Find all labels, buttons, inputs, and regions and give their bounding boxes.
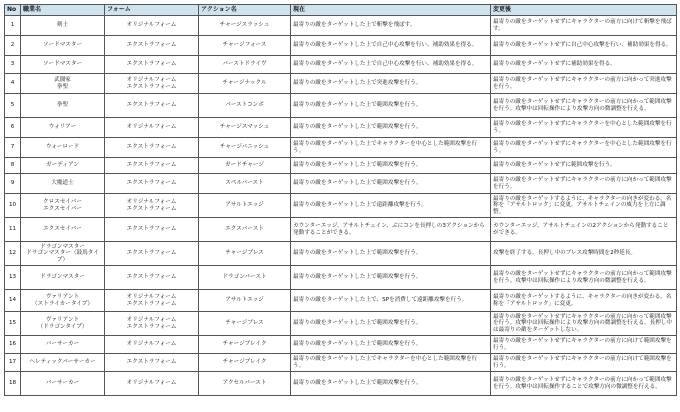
cell-action-text: チャージブレス — [225, 250, 264, 257]
cell-job-text: クロスセイバー エクスセイバー — [43, 198, 82, 212]
cell-action-text: チャージブレイク — [222, 359, 267, 366]
cell-job — [21, 94, 105, 118]
cell-changed-text: 最寄りの敵をターゲットせずにキャラクターの前方に向かって範囲攻撃を行う。 — [493, 176, 672, 190]
cell-action-text: チャージバニッシュ — [219, 144, 270, 151]
cell-no-text: 15 — [8, 320, 17, 327]
cell-job — [21, 354, 105, 372]
cell-action — [199, 194, 291, 218]
cell-action — [199, 118, 291, 138]
cell-no-text: 18 — [8, 380, 17, 387]
cell-form-text: エクストラフォーム — [126, 42, 177, 49]
cell-current — [291, 266, 491, 290]
cell-form-text: オリジナルフォーム エクストラフォーム — [126, 76, 177, 90]
cell-form — [105, 74, 199, 94]
cell-job — [21, 138, 105, 158]
cell-job-text: ヴァリアント （ストライカータイプ） — [32, 293, 93, 307]
cell-current-text: 最寄りの敵をターゲットした上で自己中心攻撃を行い、補助効果を得る。 — [293, 42, 478, 49]
cell-changed — [491, 266, 677, 290]
cell-current-text: 最寄りの敵をターゲットした上で範囲攻撃を行う。 — [293, 274, 422, 281]
cell-changed-text: 最寄りの敵をターゲットするように、キャラクターの向きが変わる。名称を「アサルトロック」に変更。 — [493, 293, 672, 307]
cell-changed — [491, 218, 677, 242]
cell-form — [105, 266, 199, 290]
cell-no-text: 17 — [8, 359, 17, 366]
cell-action — [199, 74, 291, 94]
cell-changed-text: 最寄りの敵をターゲットせずにキャラクターの前方に向かって範囲攻撃を行う。攻撃中は回転操作することで攻撃方向の微調整を行える。 — [493, 376, 672, 390]
cell-form — [105, 16, 199, 36]
cell-form-text: オリジナルフォーム — [126, 22, 177, 29]
header-changed: 変更後 — [491, 5, 677, 16]
cell-current-text: 最寄りの敵をターゲットした上で遠距離攻撃を行う。 — [293, 202, 428, 209]
cell-current — [291, 118, 491, 138]
cell-job-text: ガーディアン — [46, 162, 79, 169]
table-row — [5, 354, 677, 372]
cell-no — [5, 56, 21, 74]
table-row — [5, 336, 677, 354]
cell-no — [5, 242, 21, 266]
cell-form — [105, 354, 199, 372]
cell-no — [5, 118, 21, 138]
table-row — [5, 290, 677, 312]
table-row — [5, 218, 677, 242]
cell-no-text: 12 — [8, 250, 17, 257]
cell-current-text: 最寄りの敵をターゲットした上で斬撃を飛ばす。 — [293, 22, 416, 29]
cell-action — [199, 290, 291, 312]
table-row — [5, 174, 677, 194]
cell-job — [21, 218, 105, 242]
cell-current-text: 最寄りの敵をターゲットした上で範囲攻撃を行う。 — [293, 250, 422, 257]
cell-current-text: 最寄りの敵をターゲットした上で範囲攻撃を行う。 — [293, 124, 422, 131]
cell-job — [21, 266, 105, 290]
cell-changed-text: 最寄りの敵をターゲットせずにキャラクターの前方に向かって範囲攻撃を行う。攻撃中は回転操作により攻撃方向の微調整を行える。長押し中は最寄りの敵をターゲットしない。 — [493, 313, 673, 333]
cell-form-text: エクストラフォーム — [126, 162, 177, 169]
cell-form-text: オリジナルフォーム エクストラフォーム — [126, 293, 177, 307]
cell-job — [21, 56, 105, 74]
cell-changed — [491, 336, 677, 354]
cell-job — [21, 118, 105, 138]
cell-changed — [491, 290, 677, 312]
table-row — [5, 266, 677, 290]
cell-current-text: 最寄りの敵をターゲットした上で範囲攻撃を行う。 — [293, 162, 422, 169]
cell-form — [105, 336, 199, 354]
cell-no-text: 4 — [10, 80, 15, 87]
cell-job — [21, 174, 105, 194]
cell-job — [21, 194, 105, 218]
header-current: 現在 — [291, 5, 491, 16]
cell-job-text: 拳聖 — [56, 102, 69, 109]
cell-current — [291, 218, 491, 242]
cell-no-text: 14 — [8, 297, 17, 304]
cell-job — [21, 74, 105, 94]
cell-action — [199, 266, 291, 290]
cell-job-text: ウォーロード — [45, 144, 80, 151]
cell-job-text: ソードマスター — [42, 42, 83, 49]
cell-action — [199, 354, 291, 372]
cell-job-text: ドラゴンマスター — [40, 274, 85, 281]
cell-changed — [491, 158, 677, 174]
cell-no-text: 2 — [10, 42, 15, 49]
cell-current-text: 最寄りの敵をターゲットした上で範囲攻撃を行う。 — [293, 102, 422, 109]
cell-action — [199, 312, 291, 336]
cell-job-text: ヘレティックバーサーカー — [29, 359, 96, 366]
cell-no — [5, 36, 21, 56]
cell-current-text: カウンターエッジ、アサルトチェイン、ぶにコンを長押しの3アクションから発動することができる。 — [293, 222, 485, 236]
cell-job-text: ソードマスター — [42, 61, 83, 68]
cell-current-text: 最寄りの敵をターゲットした上で突進攻撃を行う。 — [293, 80, 422, 87]
cell-action — [199, 36, 291, 56]
cell-current-text: 最寄りの敵をターゲットした上で範囲攻撃を行う。 — [293, 180, 422, 187]
cell-job — [21, 290, 105, 312]
cell-form — [105, 118, 199, 138]
cell-changed — [491, 118, 677, 138]
cell-job — [21, 158, 105, 174]
cell-action — [199, 56, 291, 74]
cell-no-text: 7 — [10, 144, 15, 151]
cell-current-text: 最寄りの敵をターゲットした上で範囲攻撃を行う。 — [293, 320, 422, 327]
table-body — [5, 16, 677, 396]
cell-no-text: 6 — [10, 124, 15, 131]
cell-action — [199, 16, 291, 36]
cell-no — [5, 266, 21, 290]
cell-no-text: 1 — [10, 22, 15, 29]
cell-no-text: 13 — [8, 274, 17, 281]
cell-changed — [491, 242, 677, 266]
cell-current — [291, 354, 491, 372]
cell-action-text: チャージスマッシュ — [219, 124, 270, 131]
cell-current-text: 最寄りの敵をターゲットした上でキャラクターを中心とした範囲攻撃を行う。 — [293, 355, 478, 369]
cell-form — [105, 158, 199, 174]
cell-changed — [491, 312, 677, 336]
cell-changed-text: 最寄りの敵をターゲットせずにキャラクターを中心とした範囲攻撃を行う。 — [493, 140, 672, 154]
cell-changed — [491, 174, 677, 194]
cell-job-text: エクスセイバー — [43, 226, 82, 233]
header-row — [5, 5, 677, 16]
cell-form-text: エクストラフォーム — [126, 250, 177, 257]
header-no: No — [5, 5, 21, 16]
table-row — [5, 36, 677, 56]
cell-changed-text: 最寄りの敵をターゲットするように、キャラクターの向きが変わる。名称を「アサルトロック」に変更。アサルトチェインの威力を上方に調整。 — [493, 195, 672, 215]
cell-no-text: 11 — [8, 226, 17, 233]
cell-no-text: 9 — [10, 180, 15, 187]
cell-job — [21, 36, 105, 56]
table-row — [5, 56, 677, 74]
cell-no-text: 10 — [8, 202, 17, 209]
header-job: 職業名 — [21, 5, 105, 16]
cell-action-text: アサルトエッジ — [225, 297, 264, 304]
cell-current — [291, 174, 491, 194]
table-row — [5, 16, 677, 36]
cell-action-text: チャージスラッシュ — [219, 22, 270, 29]
cell-action — [199, 158, 291, 174]
cell-changed — [491, 36, 677, 56]
cell-no-text: 3 — [10, 61, 15, 68]
cell-job-text: ウォリアー — [48, 124, 77, 131]
cell-current — [291, 36, 491, 56]
cell-current — [291, 158, 491, 174]
cell-action-text: チャージフォース — [222, 42, 267, 49]
table-row — [5, 194, 677, 218]
cell-changed-text: 最寄りの敵をターゲットせずに自己中心攻撃を行い、補助効果を得る。 — [493, 42, 672, 49]
cell-changed-text: 攻撃を終了する。長押し中のブレス攻撃時間を2秒延長。 — [493, 250, 637, 257]
table-row — [5, 158, 677, 174]
cell-changed — [491, 194, 677, 218]
cell-current — [291, 74, 491, 94]
cell-job-text: 大魔道士 — [51, 180, 74, 187]
cell-action-text: ガードチャージ — [225, 162, 264, 169]
cell-form-text: オリジナルフォーム — [126, 341, 177, 348]
cell-no — [5, 74, 21, 94]
cell-action-text: チャージブレイク — [222, 341, 267, 348]
cell-changed — [491, 372, 677, 396]
cell-no — [5, 336, 21, 354]
cell-action-text: チャージナックル — [222, 80, 267, 87]
table-row — [5, 94, 677, 118]
cell-form — [105, 194, 199, 218]
cell-action-text: アサルトエッジ — [225, 202, 264, 209]
cell-no — [5, 138, 21, 158]
cell-no — [5, 372, 21, 396]
cell-form-text: エクストラフォーム — [126, 359, 177, 366]
cell-job — [21, 312, 105, 336]
cell-current — [291, 94, 491, 118]
cell-current — [291, 290, 491, 312]
cell-changed — [491, 74, 677, 94]
cell-form-text: エクストラフォーム — [126, 274, 177, 281]
cell-form-text: オリジナルフォーム — [126, 380, 177, 387]
cell-action-text: バーストコンボ — [225, 102, 264, 109]
cell-current — [291, 194, 491, 218]
cell-current-text: 最寄りの敵をターゲットした上で範囲攻撃を行う。 — [293, 341, 422, 348]
header-action: アクション名 — [199, 5, 291, 16]
cell-action — [199, 372, 291, 396]
cell-action-text: チャージブレス — [225, 320, 264, 327]
cell-job-text: バーサーカー — [45, 341, 80, 348]
cell-no — [5, 290, 21, 312]
cell-job-text: 剣士 — [56, 22, 69, 29]
cell-form-text: オリジナルフォーム エクストラフォーム — [126, 198, 177, 212]
cell-form — [105, 218, 199, 242]
cell-current — [291, 336, 491, 354]
table-row — [5, 118, 677, 138]
table-row — [5, 312, 677, 336]
cell-changed — [491, 56, 677, 74]
cell-form-text: オリジナルフォーム エクストラフォーム — [126, 316, 177, 330]
cell-changed-text: 最寄りの敵をターゲットせずにキャラクターの前方に向けて範囲攻撃を行う。 — [493, 355, 672, 369]
cell-form-text: エクストラフォーム — [126, 144, 177, 151]
cell-no — [5, 174, 21, 194]
cell-current — [291, 312, 491, 336]
cell-action — [199, 174, 291, 194]
cell-action-text: スペルバースト — [225, 180, 264, 187]
cell-changed-text: 最寄りの敵をターゲットせずにキャラクターの前方に向けて範囲攻撃を行う。 — [493, 337, 672, 351]
cell-no-text: 5 — [10, 102, 15, 109]
cell-form — [105, 138, 199, 158]
cell-changed-text: カウンターエッジ、アサルトチェインの2アクションから発動することができる。 — [493, 222, 669, 236]
cell-no — [5, 158, 21, 174]
cell-action-text: エクスバースト — [225, 226, 264, 233]
cell-action — [199, 94, 291, 118]
cell-current — [291, 56, 491, 74]
cell-form-text: エクストラフォーム — [126, 102, 177, 109]
cell-form — [105, 56, 199, 74]
cell-current — [291, 16, 491, 36]
cell-no — [5, 218, 21, 242]
cell-job — [21, 242, 105, 266]
cell-changed — [491, 354, 677, 372]
cell-current — [291, 372, 491, 396]
cell-action — [199, 242, 291, 266]
cell-action — [199, 218, 291, 242]
cell-changed — [491, 16, 677, 36]
cell-no — [5, 194, 21, 218]
cell-job — [21, 16, 105, 36]
cell-action — [199, 138, 291, 158]
cell-action — [199, 336, 291, 354]
cell-no — [5, 354, 21, 372]
cell-no — [5, 94, 21, 118]
cell-changed-text: 最寄りの敵をターゲットせずにキャラクターの前方に向かって範囲攻撃を行う。攻撃中は回転操作により攻撃方向の微調整を行える。 — [493, 98, 672, 112]
cell-changed-text: 最寄りの敵をターゲットせずに補助効果を得る。 — [493, 61, 616, 68]
cell-form — [105, 94, 199, 118]
cell-form — [105, 372, 199, 396]
cell-job-text: ドラゴンマスター ドラゴンマスター（鼓馬タイプ） — [26, 243, 99, 263]
cell-changed-text: 最寄りの敵をターゲットせずにキャラクターの前方に向かって範囲攻撃を行う。攻撃中は回転操作により攻撃方向の微調整を行える。 — [493, 270, 672, 284]
cell-form — [105, 174, 199, 194]
change-list-table — [4, 4, 677, 396]
table-row — [5, 242, 677, 266]
cell-no-text: 16 — [8, 341, 17, 348]
cell-action-text: バーストドライヴ — [222, 61, 267, 68]
cell-current-text: 最寄りの敵をターゲットした上で自己中心攻撃を行い、補助効果を得る。 — [293, 61, 478, 68]
cell-form-text: エクストラフォーム — [126, 226, 177, 233]
cell-changed-text: 最寄りの敵をターゲットせずにキャラクターを中心とした範囲攻撃を行う。 — [493, 120, 672, 134]
cell-form — [105, 242, 199, 266]
cell-current-text: 最寄りの敵をターゲットした上でキャラクターを中心とした範囲攻撃を行う。 — [293, 140, 478, 154]
cell-form — [105, 312, 199, 336]
cell-form — [105, 36, 199, 56]
cell-action-text: ドラゴンバースト — [222, 274, 267, 281]
cell-current — [291, 138, 491, 158]
cell-current-text: 最寄りの敵をターゲットした上で、SPを消費して遠距離攻撃を行う。 — [293, 297, 468, 304]
cell-job-text: 武闘家 拳聖 — [54, 76, 71, 90]
cell-no — [5, 312, 21, 336]
cell-changed-text: 最寄りの敵をターゲットせずにキャラクターの前方に向けて斬撃を飛ばす。 — [493, 18, 672, 32]
table-row — [5, 138, 677, 158]
cell-action-text: アクセルバースト — [222, 380, 267, 387]
cell-changed-text: 最寄りの敵をターゲットせずに範囲攻撃を行う。 — [493, 162, 616, 169]
table-row — [5, 74, 677, 94]
cell-no — [5, 16, 21, 36]
header-form: フォーム — [105, 5, 199, 16]
cell-job — [21, 372, 105, 396]
cell-job-text: ヴァリアント （ドラゴンタイプ） — [37, 316, 88, 330]
cell-form-text: エクストラフォーム — [126, 180, 177, 187]
cell-job — [21, 336, 105, 354]
table-row — [5, 372, 677, 396]
cell-form-text: オリジナルフォーム — [126, 124, 177, 131]
cell-current-text: 最寄りの敵をターゲットした上で範囲攻撃を行う。 — [293, 380, 422, 387]
cell-changed — [491, 138, 677, 158]
cell-changed-text: 最寄りの敵をターゲットせずにキャラクターの前方に向かって突進攻撃を行う。 — [493, 76, 672, 90]
cell-job-text: バーサーカー — [45, 380, 80, 387]
cell-current — [291, 242, 491, 266]
cell-form — [105, 290, 199, 312]
cell-form-text: エクストラフォーム — [126, 61, 177, 68]
cell-no-text: 8 — [10, 162, 15, 169]
cell-changed — [491, 94, 677, 118]
